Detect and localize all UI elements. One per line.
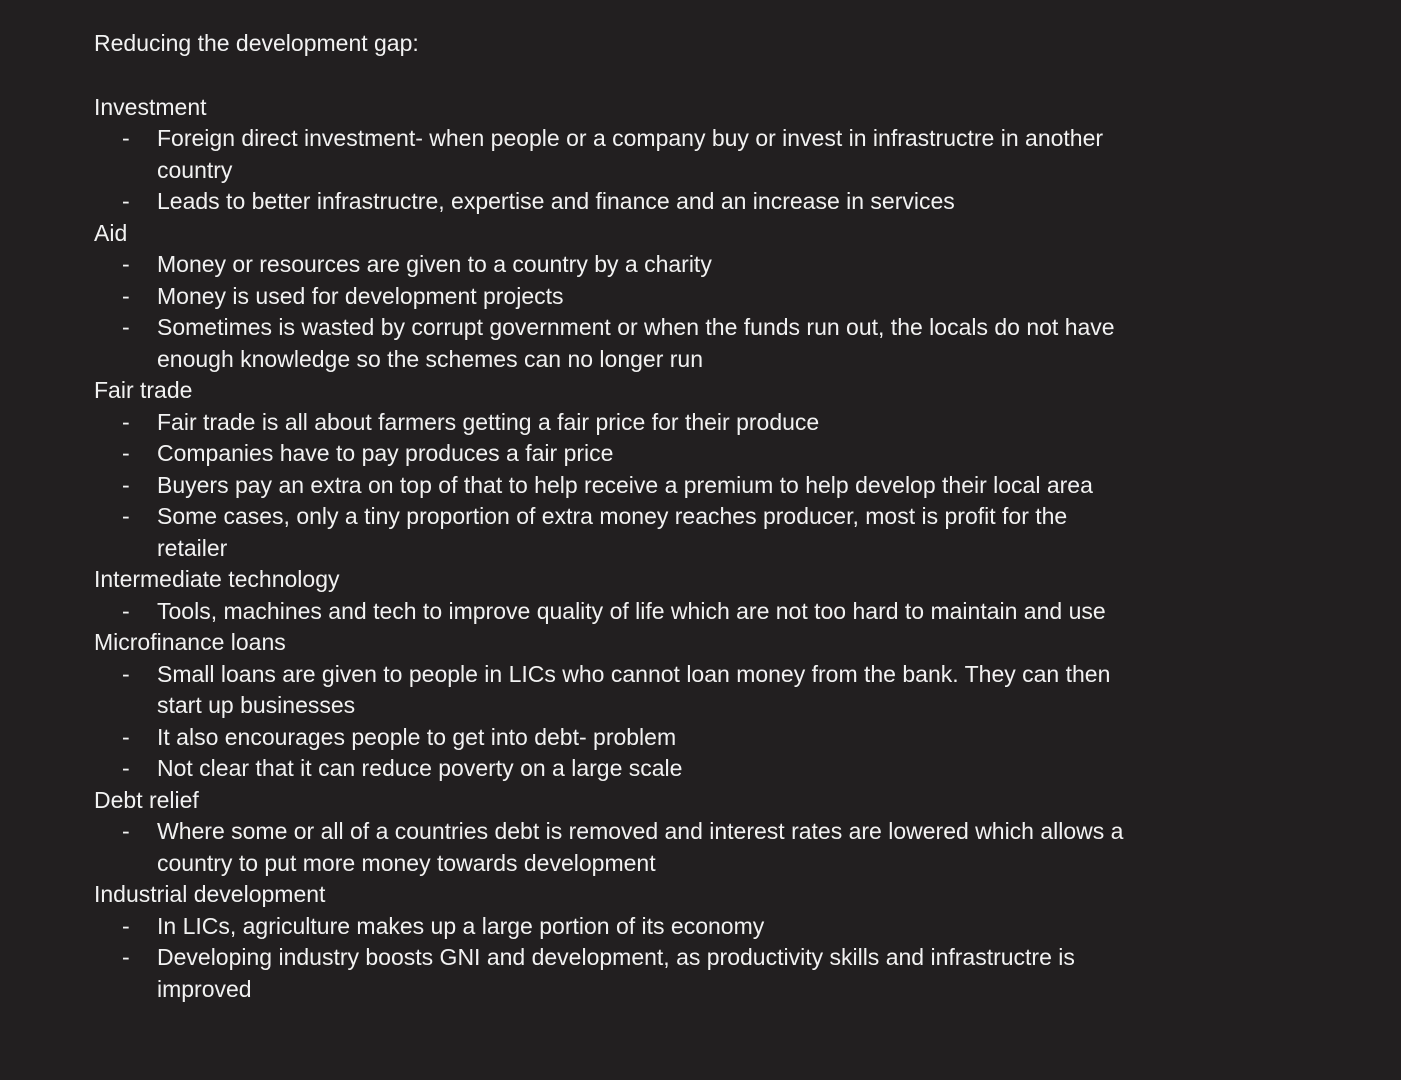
bullet-text: Companies have to pay produces a fair price xyxy=(157,440,614,466)
bullet-item xyxy=(94,911,1134,943)
section xyxy=(94,564,1134,627)
section-heading: Microfinance loans xyxy=(94,629,286,655)
bullet-text: In LICs, agriculture makes up a large portion of its economy xyxy=(157,912,765,939)
dash-bullet-icon: - xyxy=(122,188,130,214)
bullet-item xyxy=(94,753,1134,785)
dash-bullet-icon: - xyxy=(122,503,130,529)
bullet-text: Some cases, only a tiny proportion of extra money reaches producer, most is profit for the retailer xyxy=(157,503,1068,561)
dash-bullet-icon: - xyxy=(122,282,130,309)
section xyxy=(94,627,1134,785)
dash-bullet-icon: - xyxy=(122,314,130,340)
section xyxy=(94,218,1134,376)
bullet-item xyxy=(94,407,1134,439)
section-heading: Debt relief xyxy=(94,786,199,813)
dash-bullet-icon: - xyxy=(122,408,130,435)
bullet-item xyxy=(94,816,1134,879)
bullet-item xyxy=(94,501,1134,564)
bullet-item xyxy=(94,659,1134,722)
dash-bullet-icon: - xyxy=(122,755,130,781)
section xyxy=(94,785,1134,880)
dash-bullet-icon: - xyxy=(122,912,130,939)
bullet-text: Sometimes is wasted by corrupt government or when the funds run out, the locals do not have enough knowledge so the schemes can no longer run xyxy=(157,314,1115,372)
section xyxy=(94,92,1134,218)
section-heading: Intermediate technology xyxy=(94,566,340,592)
bullet-list xyxy=(94,407,1134,565)
bullet-text: Money or resources are given to a country by a charity xyxy=(157,251,712,277)
bullet-text: Foreign direct investment- when people or a company buy or invest in infrastructre in another country xyxy=(157,125,1104,183)
bullet-text: Fair trade is all about farmers getting a fair price for their produce xyxy=(157,408,820,435)
dash-bullet-icon: - xyxy=(122,597,130,624)
bullet-text: Where some or all of a countries debt is removed and interest rates are lowered which allows a country to put more money towards development xyxy=(157,818,1124,876)
dash-bullet-icon: - xyxy=(122,440,130,466)
bullet-list xyxy=(94,911,1134,1006)
dash-bullet-icon: - xyxy=(122,471,130,498)
bullet-list xyxy=(94,816,1134,879)
section xyxy=(94,375,1134,564)
section-heading: Fair trade xyxy=(94,377,193,403)
bullet-text: Buyers pay an extra on top of that to help receive a premium to help develop their local area xyxy=(157,471,1093,498)
section xyxy=(94,879,1134,1005)
dash-bullet-icon: - xyxy=(122,125,130,151)
bullet-item xyxy=(94,438,1134,470)
document-title: Reducing the development gap: xyxy=(94,30,419,56)
bullet-item xyxy=(94,942,1134,1005)
bullet-text: Tools, machines and tech to improve quality of life which are not too hard to maintain and use xyxy=(157,597,1106,624)
bullet-item xyxy=(94,249,1134,281)
bullet-item xyxy=(94,281,1134,313)
bullet-item xyxy=(94,722,1134,754)
bullet-item xyxy=(94,596,1134,628)
section-heading: Aid xyxy=(94,219,128,246)
dash-bullet-icon: - xyxy=(122,251,130,277)
bullet-list xyxy=(94,659,1134,785)
bullet-text: Small loans are given to people in LICs who cannot loan money from the bank. They can then start up businesses xyxy=(157,660,1111,718)
dash-bullet-icon: - xyxy=(122,944,130,970)
bullet-text: Money is used for development projects xyxy=(157,282,564,309)
bullet-text: It also encourages people to get into debt- problem xyxy=(157,723,677,750)
section-heading: Industrial development xyxy=(94,881,326,907)
bullet-item xyxy=(94,123,1134,186)
section-heading: Investment xyxy=(94,93,207,120)
bullet-item xyxy=(94,312,1134,375)
dash-bullet-icon: - xyxy=(122,723,130,750)
bullet-text: Leads to better infrastructre, expertise and finance and an increase in services xyxy=(157,188,955,214)
dash-bullet-icon: - xyxy=(122,660,130,687)
dash-bullet-icon: - xyxy=(122,818,130,844)
bullet-text: Not clear that it can reduce poverty on a large scale xyxy=(157,755,683,781)
bullet-item xyxy=(94,470,1134,502)
sections-container xyxy=(94,92,1134,1006)
bullet-item xyxy=(94,186,1134,218)
bullet-text: Developing industry boosts GNI and development, as productivity skills and infrastructre is improved xyxy=(157,944,1075,1002)
document xyxy=(94,28,1134,1005)
bullet-list xyxy=(94,123,1134,218)
bullet-list xyxy=(94,249,1134,375)
bullet-list xyxy=(94,596,1134,628)
